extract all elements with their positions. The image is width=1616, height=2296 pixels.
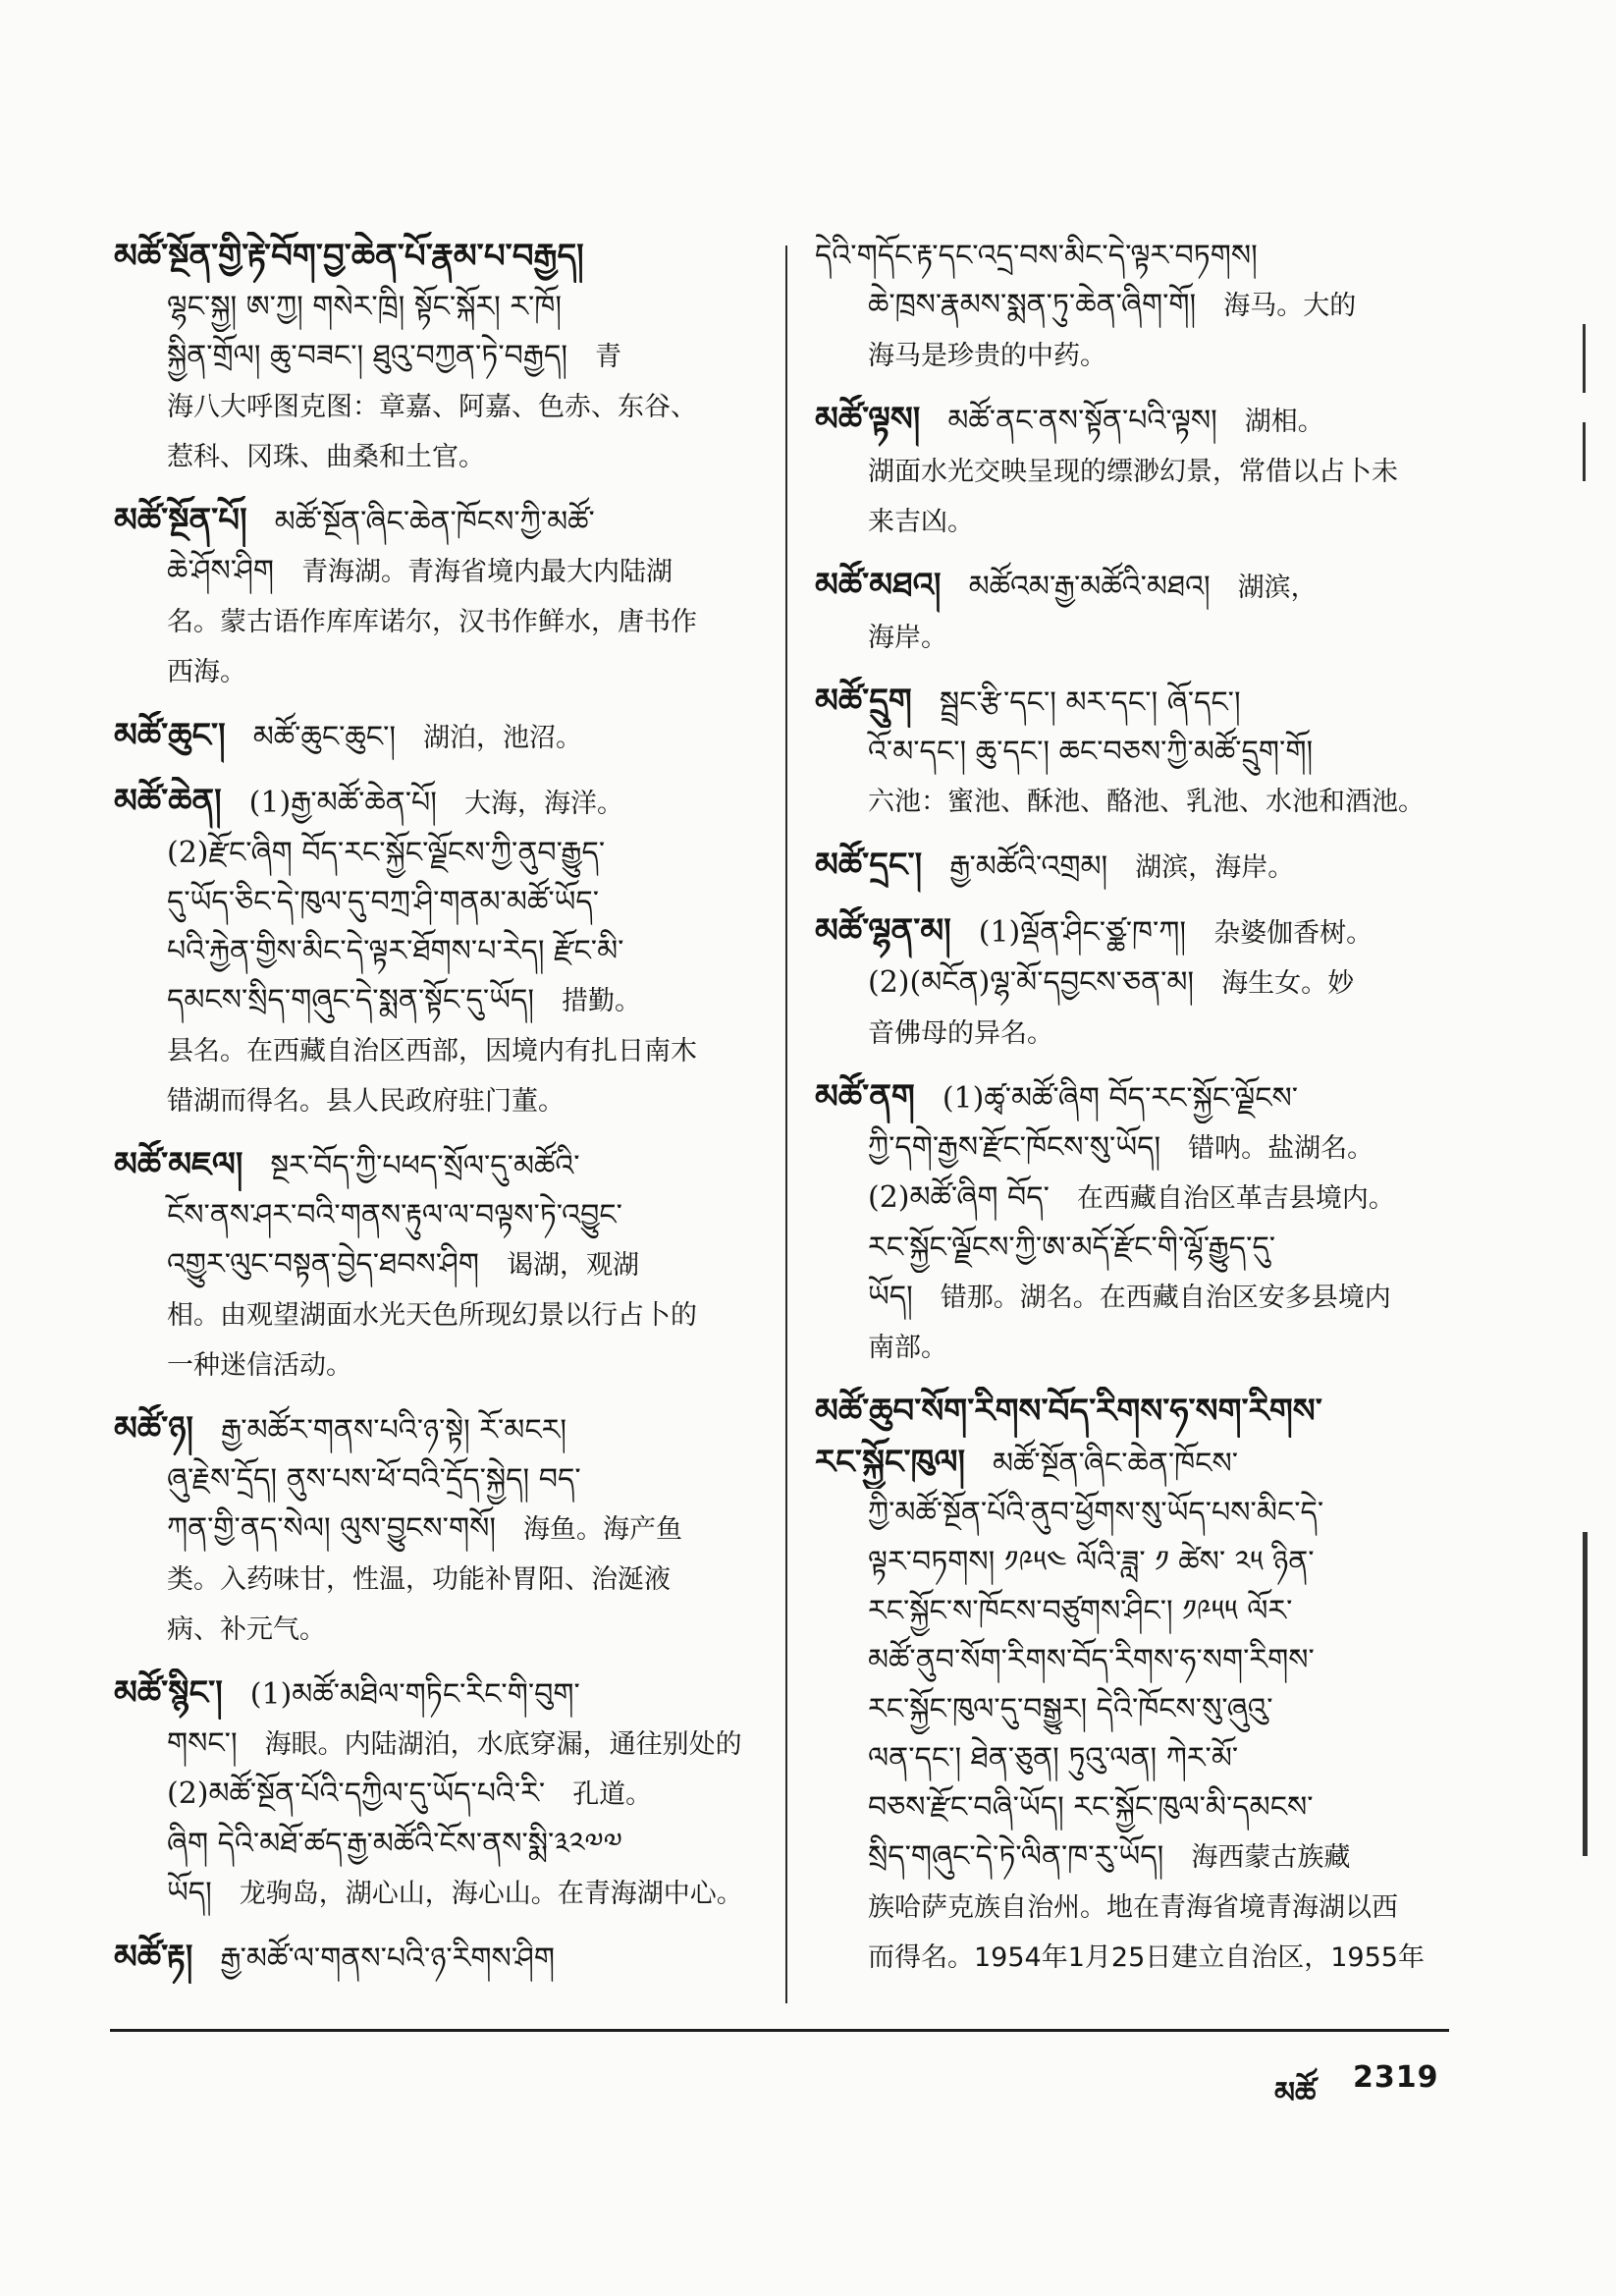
headword: མཚོ་རྟ།	[114, 1938, 193, 1977]
right-column	[815, 232, 1453, 1996]
dictionary-entry	[815, 906, 1453, 1059]
entry-line	[114, 1026, 752, 1076]
entry-line	[815, 1832, 1453, 1883]
chinese-gloss: 海岸。	[868, 623, 947, 653]
chinese-gloss: 一种迷信活动。	[167, 1350, 352, 1381]
entry-line	[114, 1770, 752, 1820]
entry-line	[815, 561, 1453, 613]
chinese-gloss: 而得名。1954年1月25日建立自治区，1955年	[868, 1942, 1425, 1973]
entry-line	[114, 1340, 752, 1391]
footer-rule	[110, 2029, 1449, 2032]
tibetan-definition: ཡོད།	[167, 1876, 212, 1910]
entry-line	[114, 711, 752, 763]
tibetan-definition: ཆེ་ཤོས་ཤིག	[167, 554, 275, 588]
chinese-gloss: 青海湖。青海省境内最大内陆湖	[301, 557, 673, 587]
chinese-gloss: 海眼。内陆湖泊，水底穿漏，通往别处的	[264, 1729, 742, 1760]
entry-line	[114, 597, 752, 647]
headword: མཚོ་ཆུབ་སོག་རིགས་བོད་རིགས་ཧ་སག་རིགས་	[815, 1392, 1322, 1431]
entry-line	[114, 232, 752, 283]
entry-line	[815, 1587, 1453, 1636]
headword: མཚོ་ཆེན།	[114, 782, 222, 821]
chinese-gloss: 青	[595, 342, 622, 372]
left-column	[114, 232, 752, 1997]
entry-line	[114, 1869, 752, 1919]
tibetan-definition: རང་སྐྱོང་ཁུལ་དུ་བསྒྱུར། དེའི་ཁོངས་སུ་ཞུའུ་	[868, 1692, 1273, 1726]
entry-line	[815, 281, 1453, 331]
entry-line	[114, 1668, 752, 1720]
chinese-gloss: 族哈萨克族自治州。地在青海省境青海湖以西	[868, 1892, 1398, 1923]
chinese-gloss: 错那。湖名。在西藏自治区安多县境内	[940, 1283, 1391, 1313]
dictionary-entry	[815, 841, 1453, 893]
chinese-gloss: 大海，海洋。	[463, 789, 623, 819]
tibetan-definition: (1)མཚོ་མཐིལ་གཏིང་རིང་གི་བུག་	[249, 1677, 580, 1712]
chinese-gloss: 湖泊，池沼。	[423, 723, 583, 753]
tibetan-definition: (1)རྒྱ་མཚོ་ཆེན་པོ།	[248, 786, 437, 820]
entry-line	[815, 497, 1453, 547]
entry-line	[114, 1504, 752, 1555]
tibetan-definition: (2)རྫོང་ཞིག བོད་རང་སྐྱོང་ལྗོངས་ཀྱི་ནུབ་རྒྱུད་	[167, 836, 606, 870]
tibetan-definition: སྦྲང་རྩི་དང་། མར་དང་། ཞོ་དང་།	[939, 685, 1241, 720]
dictionary-entry	[114, 496, 752, 697]
entry-line	[815, 1538, 1453, 1587]
tibetan-definition: རྒྱ་མཚོར་གནས་པའི་ཉ་སྟེ། རོ་མངར།	[220, 1413, 567, 1448]
entry-line	[114, 1720, 752, 1770]
entry-line	[815, 395, 1453, 447]
tibetan-definition: བཅས་རྫོང་བཞི་ཡོད། རང་སྐྱོང་ཁུལ་མི་དམངས་	[868, 1790, 1314, 1825]
entry-line	[815, 1224, 1453, 1273]
tibetan-definition: དུ་ཡོད་ཅིང་དེ་ཁུལ་དུ་བཀྲ་ཤི་གནམ་མཚོ་ཡོད་	[167, 885, 600, 919]
tibetan-definition: མཚོ་སྔོན་ཞིང་ཆེན་ཁོངས་ཀྱི་མཚོ་	[274, 505, 595, 539]
entry-line	[114, 647, 752, 697]
entry-line	[815, 1438, 1453, 1489]
chinese-gloss: 孔道。	[572, 1779, 653, 1810]
chinese-gloss: 相。由观望湖面水光天色所现幻景以行占卜的	[167, 1300, 697, 1331]
chinese-gloss: 海生女。妙	[1221, 968, 1355, 999]
entry-line	[815, 1323, 1453, 1373]
chinese-gloss: 湖面水光交映呈现的缥渺幻景，常借以占卜未	[868, 457, 1398, 487]
dictionary-entry	[815, 232, 1453, 381]
chinese-gloss: 病、补元气。	[167, 1614, 326, 1645]
headword: མཚོ་སྙིང་།	[114, 1673, 223, 1713]
entry-line	[815, 1174, 1453, 1224]
entry-line	[114, 1820, 752, 1869]
tibetan-definition: པའི་རྐྱེན་གྱིས་མིང་དེ་ལྟར་ཐོགས་པ་རེད། རྫོང་མི་	[167, 934, 624, 968]
headword: མཚོ་ཉ།	[114, 1409, 193, 1449]
entry-line	[815, 1933, 1453, 1983]
entry-line	[114, 1240, 752, 1290]
tibetan-definition: (2)(མངོན)ལྷ་མོ་དབྱངས་ཅན་མ།	[868, 965, 1195, 1000]
entry-line	[815, 906, 1453, 958]
tibetan-definition: རང་སྐྱོང་ལྗོངས་ཀྱི་ཨ་མདོ་རྫོང་གི་ལྷོ་རྒྱུད་དུ་	[868, 1230, 1276, 1265]
margin-mark	[1583, 1532, 1588, 1856]
tibetan-definition: སྔར་བོད་ཀྱི་པཕད་སྲོལ་དུ་མཚོའི་	[270, 1149, 580, 1183]
tibetan-definition: ཀྱི་དགེ་རྒྱས་རྫོང་ཁོངས་སུ་ཡོད།	[868, 1130, 1161, 1165]
entry-line	[815, 1123, 1453, 1174]
headword: མཚོ་སྔོན་གྱི་རྟེ་བོག་བྱ་ཆེན་པོ་རྣམ་པ་བརྒྱད།	[114, 237, 584, 276]
tibetan-definition: ལྟར་བཏགས། ༡༩༥༤ ལོའི་ཟླ་ ༡ ཚེས་ ༢༥ ཉིན་	[868, 1545, 1315, 1579]
entry-line	[114, 382, 752, 432]
entry-line	[114, 878, 752, 927]
entry-line	[815, 447, 1453, 497]
headword: མཚོ་ནག	[815, 1077, 915, 1117]
tibetan-definition: རྒྱ་མཚོའི་འགྲམ།	[949, 849, 1108, 884]
chinese-gloss: 龙驹岛，湖心山，海心山。在青海湖中心。	[239, 1879, 743, 1909]
entry-line	[815, 1072, 1453, 1123]
entry-line	[114, 1555, 752, 1605]
entry-line	[815, 677, 1453, 728]
tibetan-definition: དམངས་སྲིད་གཞུང་དེ་སྨན་སྟོང་དུ་ཡོད།	[167, 983, 534, 1017]
dictionary-entry	[114, 711, 752, 763]
entry-line	[815, 331, 1453, 381]
entry-line	[815, 1489, 1453, 1538]
chinese-gloss: 海八大呼图克图：章嘉、阿嘉、色赤、东谷、	[167, 392, 697, 422]
column-divider	[785, 246, 787, 2003]
headword: རང་སྐྱོང་ཁུལ།	[815, 1443, 965, 1482]
dictionary-entry	[815, 395, 1453, 547]
headword: མཚོ་ལྷན་མ།	[815, 911, 951, 951]
chinese-gloss: 县名。在西藏自治区西部，因境内有扎日南木	[167, 1036, 697, 1066]
entry-line	[114, 1191, 752, 1240]
chinese-gloss: 海马。大的	[1223, 291, 1357, 321]
tibetan-definition: ལྷང་སྐྱ། ཨ་ཀྱ། གསེར་ཁྲི། སྟོང་སྐོར། ར་ཁོ།	[167, 290, 562, 324]
entry-line	[114, 1933, 752, 1984]
tibetan-definition: ལན་དང་། ཐེན་ཅུན། ཏུའུ་ལན། ཀེར་མོ་	[868, 1741, 1239, 1776]
entry-line	[114, 777, 752, 829]
dictionary-entry	[114, 1933, 752, 1984]
entry-line	[815, 1883, 1453, 1933]
tibetan-definition: རང་སྐྱོང་ས་ཁོངས་བཙུགས་ཤིང་། ༡༩༥༥ ལོར་	[868, 1594, 1293, 1628]
entry-line	[114, 547, 752, 597]
chinese-gloss: 湖滨，	[1237, 573, 1318, 603]
dictionary-entry	[114, 777, 752, 1126]
chinese-gloss: 湖相。	[1244, 407, 1324, 437]
entry-line	[815, 958, 1453, 1009]
chinese-gloss: 谒湖，观湖	[506, 1250, 639, 1281]
entry-line	[114, 496, 752, 547]
dictionary-entry	[815, 561, 1453, 663]
tibetan-definition: ཞིག དེའི་མཐོ་ཚད་རྒྱ་མཚོའི་ངོས་ནས་སྨི་༣༢༧༧	[167, 1827, 622, 1861]
tibetan-definition: ཆེ་ཁྲས་རྣམས་སྨན་ཏུ་ཆེན་ཞིག་གོ།	[868, 288, 1197, 322]
headword: མཚོ་ལྟས།	[815, 400, 921, 439]
tibetan-definition: འོ་མ་དང་། ཆུ་དང་། ཆང་བཅས་ཀྱི་མཚོ་དྲུག་གོ།	[868, 735, 1314, 769]
tibetan-definition: སྲིད་གཞུང་དེ་ཏེ་ལིན་ཁ་རུ་ཡོད།	[868, 1839, 1164, 1874]
tibetan-definition: མཚོའམ་རྒྱ་མཚོའི་མཐའ།	[968, 570, 1211, 604]
tibetan-definition: མཚོ་ཆུང་ཆུང་།	[252, 720, 397, 754]
headword: མཚོ་དྲུག	[815, 682, 912, 721]
chinese-gloss: 海鱼。海产鱼	[523, 1514, 683, 1545]
tibetan-definition: གསང་།	[167, 1726, 238, 1761]
chinese-gloss: 在西藏自治区革吉县境内。	[1076, 1183, 1395, 1214]
dictionary-entry	[815, 1387, 1453, 1983]
chinese-gloss: 海马是珍贵的中药。	[868, 341, 1106, 371]
chinese-gloss: 音佛母的异名。	[868, 1018, 1053, 1049]
dictionary-entry	[815, 677, 1453, 827]
tibetan-definition: (2)མཚོ་སྔོན་པོའི་དཀྱིལ་དུ་ཡོད་པའི་རི་	[167, 1777, 546, 1811]
tibetan-definition: ཀྱི་མཚོ་སྔོན་པོའི་ནུབ་ཕྱོགས་སུ་ཡོད་པས་མིང་དེ་	[868, 1496, 1324, 1530]
chinese-gloss: 类。入药味甘，性温，功能补胃阳、治涎液	[167, 1564, 671, 1595]
entry-line	[114, 283, 752, 332]
tibetan-definition: མཚོ་ནུབ་སོག་རིགས་བོད་རིགས་ཧ་སག་རིགས་	[868, 1643, 1315, 1677]
tibetan-definition: ངོས་ནས་ཤར་བའི་གནས་རྟུལ་ལ་བལྟས་ཏེ་འབྱུང་	[167, 1198, 622, 1232]
tibetan-definition: ཡོད།	[868, 1280, 913, 1314]
chinese-gloss: 湖滨，海岸。	[1135, 852, 1295, 883]
entry-line	[815, 1734, 1453, 1783]
tibetan-definition: (1)ཚྭ་མཚོ་ཞིག བོད་རང་སྐྱོང་ལྗོངས་	[942, 1081, 1299, 1116]
headword: མཚོ་ཆུང་།	[114, 716, 226, 755]
chinese-gloss: 惹科、冈珠、曲桑和土官。	[167, 442, 485, 472]
entry-line	[114, 976, 752, 1026]
entry-line	[815, 1685, 1453, 1734]
entry-line	[815, 232, 1453, 281]
dictionary-entry	[114, 1668, 752, 1919]
entry-line	[815, 728, 1453, 777]
headword: མཚོ་མཐའ།	[815, 566, 942, 605]
dictionary-entry	[114, 232, 752, 482]
chinese-gloss: 海西蒙古族藏	[1191, 1842, 1351, 1873]
entry-line	[815, 1636, 1453, 1685]
entry-line	[114, 432, 752, 482]
headword: མཚོ་དྲང་།	[815, 846, 923, 885]
chinese-gloss: 错湖而得名。县人民政府驻门董。	[167, 1086, 565, 1117]
dictionary-entry	[114, 1404, 752, 1655]
dictionary-entry	[114, 1140, 752, 1391]
margin-mark	[1583, 324, 1586, 393]
tibetan-definition: ཞུ་རྗེས་དྲོད། ནུས་པས་ཕོ་བའི་དྲོད་སྐྱེད། བད་	[167, 1462, 581, 1497]
chinese-gloss: 措勤。	[561, 986, 641, 1016]
entry-line	[815, 777, 1453, 827]
chinese-gloss: 南部。	[868, 1333, 947, 1363]
tibetan-definition: ཀན་གྱི་ནད་སེལ། ལུས་བྱུངས་གསོ།	[167, 1511, 497, 1546]
entry-line	[114, 829, 752, 878]
tibetan-definition: མཚོ་སྔོན་ཞིང་ཆེན་ཁོངས་	[993, 1447, 1239, 1481]
tibetan-definition: (2)མཚོ་ཞིག བོད་	[868, 1180, 1050, 1215]
tibetan-definition: སྐྱིན་གྲོལ། ཆུ་བཟང་། ཐུའུ་བཀྱན་ཏེ་བརྒྱད།	[167, 339, 568, 373]
entry-line	[114, 927, 752, 976]
entry-line	[114, 1290, 752, 1340]
chinese-gloss: 名。蒙古语作库库诺尔，汉书作鲜水，唐书作	[167, 607, 697, 637]
chinese-gloss: 西海。	[167, 657, 246, 687]
entry-line	[815, 1273, 1453, 1323]
tibetan-definition: (1)ལྡོན་ཤིང་ཙྪ་ཁ་ཀ།	[978, 915, 1187, 950]
margin-mark	[1583, 422, 1586, 481]
headword: མཚོ་མཇལ།	[114, 1145, 243, 1184]
tibetan-definition: མཚོ་ནང་ནས་སྟོན་པའི་ལྟས།	[947, 404, 1217, 438]
entry-line	[114, 1404, 752, 1455]
entry-line	[815, 1387, 1453, 1438]
tibetan-definition: འགྱུར་ལུང་བསྟན་བྱེད་ཐབས་ཤིག	[167, 1247, 479, 1282]
entry-line	[114, 1605, 752, 1655]
chinese-gloss: 杂婆伽香树。	[1213, 918, 1374, 949]
entry-line	[114, 1076, 752, 1126]
chinese-gloss: 六池：蜜池、酥池、酪池、乳池、水池和酒池。	[868, 787, 1425, 817]
dictionary-entry	[815, 1072, 1453, 1373]
entry-line	[815, 841, 1453, 893]
tibetan-definition: རྒྱ་མཚོ་ལ་གནས་པའི་ཉ་རིགས་ཤིག	[220, 1941, 556, 1976]
running-head: མཚོ	[1274, 2076, 1317, 2110]
page-number: 2319	[1353, 2060, 1439, 2095]
entry-line	[114, 332, 752, 382]
entry-line	[114, 1140, 752, 1191]
chinese-gloss: 错呐。盐湖名。	[1188, 1133, 1374, 1164]
entry-line	[114, 1455, 752, 1504]
chinese-gloss: 来吉凶。	[868, 507, 974, 537]
entry-line	[815, 1783, 1453, 1832]
entry-line	[815, 613, 1453, 663]
entry-line	[815, 1009, 1453, 1059]
tibetan-definition: དེའི་གདོང་རྟ་དང་འདྲ་བས་མིང་དེ་ལྟར་བཏགས།	[815, 239, 1258, 273]
headword: མཚོ་སྔོན་པོ།	[114, 501, 247, 540]
